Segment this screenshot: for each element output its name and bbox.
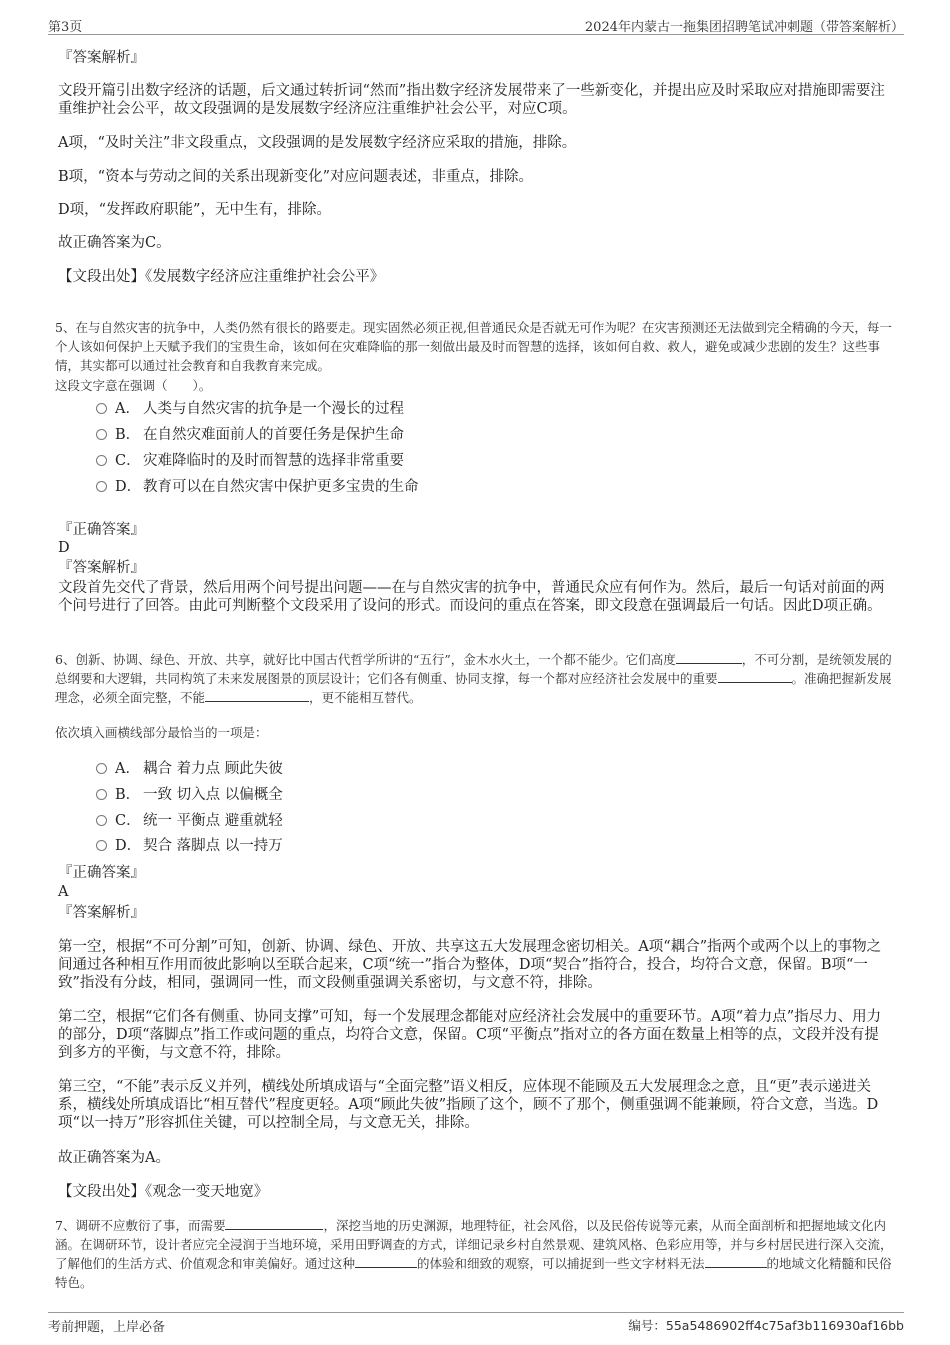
q6-question: 依次填入画横线部分最恰当的一项是： <box>55 725 268 740</box>
page-header <box>48 14 904 35</box>
q5-option-b[interactable]: B． 在自然灾难面前人的首要任务是保护生命 <box>96 424 404 446</box>
radio-icon[interactable] <box>96 815 107 826</box>
q5-analysis: 文段首先交代了背景，然后用两个问号提出问题——在与自然灾害的抗争中，普通民众应有何作为。然后，最后一句话对前面的两个问号进行了回答。由此可判断整个文段采用了设问的形式。而设问的重点在答案，即文段意在强调最后一句话。因此D项正确。 <box>58 580 885 614</box>
q5-answer-title: 『正确答案』 <box>58 522 145 538</box>
q6-answer-title: 『正确答案』 <box>58 865 145 881</box>
q6-conclusion: 故正确答案为A。 <box>58 1150 170 1166</box>
q6-option-a[interactable]: A． 耦合 着力点 顾此失彼 <box>96 758 283 780</box>
q6-analysis-p3: 第三空，“不能”表示反义并列，横线处所填成语与“全面完整”语义相反，应体现不能顾及五大发展理念之意，且“更”表示递进关系，横线处所填成语比“相互替代”程度更轻。A项“顾此失彼”指顾了这个，顾不了那个，侧重强调不能兼顾，符合文意，当选。D项“以一持万”形容抓住关键，可以控制全局，与文意无关，排除。 <box>58 1079 879 1131</box>
radio-icon[interactable] <box>96 403 107 414</box>
blank-1 <box>225 1216 323 1230</box>
page-footer <box>48 1312 904 1335</box>
blank-3 <box>705 1254 767 1268</box>
q4-analysis-title: 『答案解析』 <box>58 50 145 66</box>
q5-question: 这段文字意在强调（ ）。 <box>55 378 212 393</box>
q6-option-c[interactable]: C． 统一 平衡点 避重就轻 <box>96 810 283 832</box>
blank-2 <box>718 669 780 683</box>
document-code: 编号：55a5486902ff4c75af3b116930af16bb <box>628 1318 904 1333</box>
blank-2-cont <box>780 669 792 683</box>
blank-3 <box>205 688 309 702</box>
q5-option-c[interactable]: C． 灾难降临时的及时而智慧的选择非常重要 <box>96 450 404 472</box>
radio-icon[interactable] <box>96 789 107 800</box>
q7-stem: 7、调研不应敷衍了事，而需要 ，深挖当地的历史渊源，地理特征，社会风俗，以及民俗传说等元素，从而全面剖析和把握地域文化内涵。在调研环节，设计者应完全浸润于当地环境，采用田野调查的方式，详细记录乡村自然景观、建筑风格、色彩应用等，并与乡村居民进行深入交流，了解他们的生活方式、价值观念和审美偏好。通过这种 的体验和细致的观察，可以捕捉到一些文字材料无法 的地域文化精髓和民俗特色。 <box>55 1218 893 1290</box>
q4-conclusion: 故正确答案为C。 <box>58 235 171 251</box>
radio-icon[interactable] <box>96 481 107 492</box>
radio-icon[interactable] <box>96 763 107 774</box>
blank-2 <box>355 1254 417 1268</box>
q6-option-b[interactable]: B． 一致 切入点 以偏概全 <box>96 784 283 806</box>
q5-option-d[interactable]: D． 教育可以在自然灾害中保护更多宝贵的生命 <box>96 476 419 498</box>
q6-option-d[interactable]: D． 契合 落脚点 以一持万 <box>96 835 283 857</box>
radio-icon[interactable] <box>96 455 107 466</box>
q4-analysis-p1: 文段开篇引出数字经济的话题，后文通过转折词“然而”指出数字经济发展带来了一些新变化，并提出应及时采取应对措施即需要注重维护社会公平，故文段强调的是发展数字经济应注重维护社会公平，对应C项。 <box>58 83 885 117</box>
radio-icon[interactable] <box>96 429 107 440</box>
q6-answer: A <box>58 884 69 900</box>
q6-analysis-title: 『答案解析』 <box>58 905 145 921</box>
footer-slogan: 考前押题，上岸必备 <box>48 1320 166 1335</box>
q4-source: 【文段出处】《发展数字经济应注重维护社会公平》 <box>58 269 385 285</box>
q5-stem: 5、在与自然灾害的抗争中，人类仍然有很长的路要走。现实固然必须正视,但普通民众是否就无可作为呢？在灾害预测还无法做到完全精确的今天，每一个人该如何保护上天赋予我们的宝贵生命，该如何在灾难降临的那一刻做出最及时而智慧的选择，该如何自救、救人，避免或减少悲剧的发生？这些事情，其实都可以通过社会教育和自我教育来完成。 <box>55 320 892 373</box>
q6-source: 【文段出处】《观念一变天地宽》 <box>58 1184 269 1200</box>
q4-analysis-d: D项，“发挥政府职能”，无中生有，排除。 <box>58 202 331 218</box>
q5-option-a[interactable]: A． 人类与自然灾害的抗争是一个漫长的过程 <box>96 398 404 420</box>
radio-icon[interactable] <box>96 840 107 851</box>
q6-stem: 6、创新、协调、绿色、开放、共享，就好比中国古代哲学所讲的“五行”，金木水火土，一个都不能少。它们高度 ，不可分割，是统领发展的总纲要和大逻辑，共同构筑了未来发展图景的顶层设计；它们各有侧重、协同支撑，每一个都对应经济社会发展中的重要 。准确把握新发展理念，必须全面完整，不能 ，更不能相互替代。 <box>55 652 892 705</box>
q4-analysis-b: B项，“资本与劳动之间的关系出现新变化”对应问题表述，非重点，排除。 <box>58 169 533 185</box>
q5-analysis-title: 『答案解析』 <box>58 560 145 576</box>
page-number: 第3页 <box>48 20 83 35</box>
q6-analysis-p2: 第二空，根据“它们各有侧重、协同支撑”可知，每一个发展理念都能对应经济社会发展中的重要环节。A项“着力点”指尽力、用力的部分，D项“落脚点”指工作或问题的重点，均符合文意，保留。C项“平衡点”指对立的各方面在数量上相等的点，文段并没有提到多方的平衡，与文意不符，排除。 <box>58 1009 882 1061</box>
q4-analysis-a: A项，“及时关注”非文段重点，文段强调的是发展数字经济应采取的措施，排除。 <box>58 135 577 151</box>
q6-analysis-p1: 第一空，根据“不可分割”可知，创新、协调、绿色、开放、共享这五大发展理念密切相关。A项“耦合”指两个或两个以上的事物之间通过各种相互作用而彼此影响以至联合起来，C项“统一”指合为整体，D项“契合”指符合，投合，均符合文意，保留。B项“一致”指没有分歧，相同，强调同一性，而文段侧重强调关系密切，与文意不符，排除。 <box>58 939 882 991</box>
document-title: 2024年内蒙古一拖集团招聘笔试冲刺题（带答案解析） <box>584 20 904 35</box>
q5-answer: D <box>58 540 70 556</box>
blank-1 <box>676 650 742 664</box>
